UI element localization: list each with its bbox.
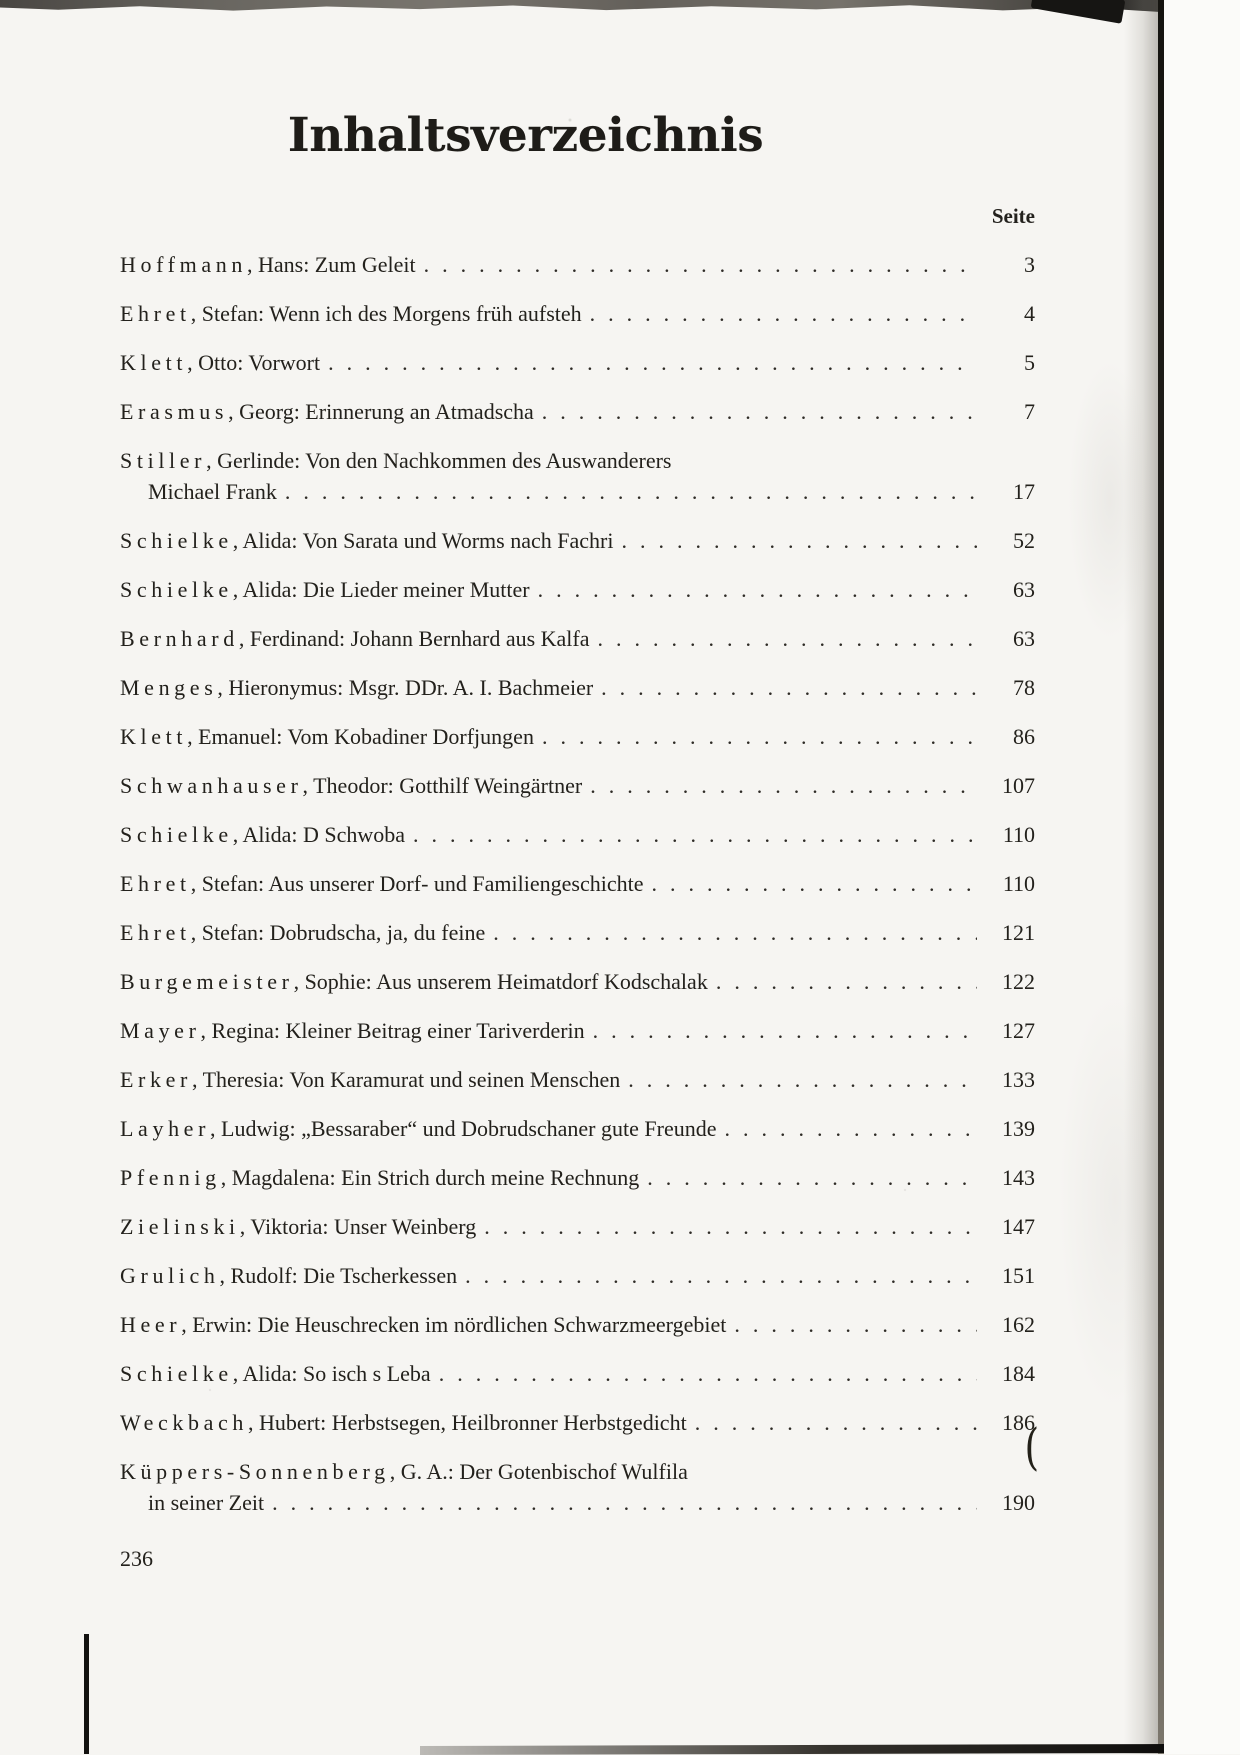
- dot-leader: [726, 1313, 977, 1336]
- toc-entry-continuation: [120, 1491, 1035, 1514]
- toc-entry: [120, 872, 1035, 895]
- toc-entry-surname: Menges: [120, 675, 218, 700]
- toc-entry-surname: Erker: [120, 1067, 192, 1092]
- toc-entry-text: [120, 676, 593, 699]
- toc-entry-surname: Ehret: [120, 301, 191, 326]
- footer-page-number: 236: [120, 1546, 153, 1571]
- toc-entry-title: , Erwin: Die Heuschrecken im nördlichen Schwarzmeergebiet: [181, 1312, 727, 1337]
- dot-leader: [457, 1264, 977, 1287]
- toc-entry-text: [120, 449, 672, 472]
- toc-entry-surname: Ehret: [120, 920, 191, 945]
- toc-entry: [120, 1313, 1035, 1336]
- toc-entry-title: , G. A.: Der Gotenbischof Wulfila: [389, 1459, 688, 1484]
- toc-entry-surname: Pfennig: [120, 1165, 221, 1190]
- dot-leader: [590, 627, 977, 650]
- toc-entry: [120, 1068, 1035, 1091]
- toc-entry-surname: Erasmus: [120, 399, 229, 424]
- dot-leader: [485, 921, 977, 944]
- toc-entry-page: 133: [1002, 1067, 1035, 1092]
- toc-entry-title: , Stefan: Wenn ich des Morgens früh aufsteh: [190, 301, 582, 326]
- toc-entry-title: , Sophie: Aus unserem Heimatdorf Kodschalak: [293, 969, 708, 994]
- toc-entry-page: 63: [1013, 577, 1035, 602]
- toc-entry-title: , Ferdinand: Johann Bernhard aus Kalfa: [238, 626, 590, 651]
- toc-entry-text: [120, 774, 582, 797]
- toc-entry-title: , Theodor: Gotthilf Weingärtner: [302, 773, 583, 798]
- toc-entry: [120, 400, 1035, 423]
- toc-entry-page: 78: [1013, 675, 1035, 700]
- toc-entry-surname: Schwanhauser: [120, 773, 303, 798]
- toc-entry: [120, 253, 1035, 276]
- scan-artifact-bottom-edge: [420, 1744, 1164, 1755]
- toc-entry-text: [120, 823, 405, 846]
- toc-entry-title: , Viktoria: Unser Weinberg: [239, 1214, 477, 1239]
- toc-entry-title: , Emanuel: Vom Kobadiner Dorfjungen: [187, 724, 534, 749]
- toc-entry-page: 139: [1002, 1116, 1035, 1141]
- toc-entry-surname: Ehret: [120, 871, 191, 896]
- dot-leader: [643, 872, 977, 895]
- toc-entry-text: [120, 1215, 476, 1238]
- toc-entry-page: 127: [1002, 1018, 1035, 1043]
- scan-artifact-top-right-mark: [1031, 0, 1126, 24]
- toc-entry-title: , Gerlinde: Von den Nachkommen des Auswanderers: [206, 448, 672, 473]
- toc-entry: [120, 1117, 1035, 1140]
- toc-entry-surname: Grulich: [120, 1263, 220, 1288]
- toc-entry-title: , Hans: Zum Geleit: [246, 252, 416, 277]
- toc-entry: [120, 774, 1035, 797]
- toc-entry: [120, 529, 1035, 552]
- toc-entry-surname: Mayer: [120, 1018, 201, 1043]
- toc-entry-page: 184: [1002, 1361, 1035, 1386]
- toc-entry-text: [120, 1264, 457, 1287]
- toc-entry-text: [120, 725, 534, 748]
- dot-leader: [264, 1491, 977, 1514]
- toc-entry-continuation-text: Michael Frank: [148, 479, 277, 504]
- toc-entry-continuation: [120, 480, 1035, 503]
- toc-entry-title: , Regina: Kleiner Beitrag einer Tariverderin: [200, 1018, 585, 1043]
- dot-leader: [277, 480, 977, 503]
- dot-leader: [716, 1117, 977, 1140]
- toc-entry-title: , Alida: Die Lieder meiner Mutter: [232, 577, 530, 602]
- toc-entry-text: [120, 529, 613, 552]
- toc-entry: [120, 627, 1035, 650]
- toc-list: [120, 253, 1035, 1540]
- toc-entry-title: , Stefan: Dobrudscha, ja, du feine: [190, 920, 486, 945]
- toc-entry-page: 190: [1002, 1490, 1035, 1515]
- toc-entry-surname: Layher: [120, 1116, 211, 1141]
- toc-entry: [120, 1166, 1035, 1189]
- toc-entry-surname: Bernhard: [120, 626, 239, 651]
- scan-artifact-right-margin: [1164, 0, 1240, 1754]
- toc-entry-surname: Weckbach: [120, 1410, 249, 1435]
- toc-entry-title: , Hubert: Herbstsegen, Heilbronner Herbstgedicht: [248, 1410, 687, 1435]
- toc-entry-text: [120, 302, 582, 325]
- toc-entry-page: 4: [1024, 301, 1035, 326]
- toc-entry-surname: Küppers-Sonnenberg: [120, 1459, 390, 1484]
- dot-leader: [476, 1215, 977, 1238]
- toc-entry-page: 162: [1002, 1312, 1035, 1337]
- toc-entry-text: [120, 1019, 585, 1042]
- toc-entry-text: [120, 351, 320, 374]
- toc-entry-page: 121: [1002, 920, 1035, 945]
- dot-leader: [431, 1362, 977, 1385]
- toc-entry-text: [120, 1362, 431, 1385]
- dot-leader: [708, 970, 977, 993]
- toc-entry: [120, 676, 1035, 699]
- dot-leader: [320, 351, 977, 374]
- dot-leader: [405, 823, 977, 846]
- toc-entry-surname: Heer: [120, 1312, 182, 1337]
- page-title: Inhaltsverzeichnis: [287, 108, 764, 163]
- toc-entry: [120, 302, 1035, 325]
- toc-entry-title: , Alida: D Schwoba: [232, 822, 406, 847]
- dot-leader: [620, 1068, 977, 1091]
- toc-entry-title: , Ludwig: „Bessaraber“ und Dobrudschaner gute Freunde: [210, 1116, 717, 1141]
- toc-entry-text: [120, 970, 708, 993]
- toc-entry-title: , Alida: So isch s Leba: [232, 1361, 431, 1386]
- toc-entry: [120, 921, 1035, 944]
- toc-entry: [120, 449, 1035, 472]
- toc-entry-text: [120, 1166, 639, 1189]
- toc-entry-title: , Stefan: Aus unserer Dorf- und Familiengeschichte: [190, 871, 644, 896]
- page-column-header: Seite: [991, 204, 1035, 228]
- toc-entry-surname: Stiller: [120, 448, 207, 473]
- toc-entry-page: 107: [1002, 773, 1035, 798]
- toc-entry-page: 143: [1002, 1165, 1035, 1190]
- toc-entry-surname: Schielke: [120, 822, 233, 847]
- toc-entry-title: , Theresia: Von Karamurat und seinen Menschen: [191, 1067, 621, 1092]
- toc-entry-surname: Schielke: [120, 528, 233, 553]
- toc-entry-surname: Schielke: [120, 1361, 233, 1386]
- toc-entry: [120, 1411, 1035, 1434]
- scan-artifact-paren-mark: (: [1024, 1418, 1040, 1476]
- dot-leader: [582, 774, 977, 797]
- toc-entry-text: [120, 872, 643, 895]
- dot-leader: [416, 253, 977, 276]
- dot-leader: [585, 1019, 977, 1042]
- toc-entry-page: 63: [1013, 626, 1035, 651]
- toc-entry-surname: Zielinski: [120, 1214, 240, 1239]
- toc-entry: [120, 1264, 1035, 1287]
- dot-leader: [687, 1411, 977, 1434]
- toc-entry-surname: Hoffmann: [120, 252, 247, 277]
- toc-entry-page: 186: [1002, 1410, 1035, 1435]
- toc-entry: [120, 578, 1035, 601]
- toc-entry-text: [120, 1460, 688, 1483]
- toc-entry-text: [120, 1313, 726, 1336]
- toc-entry-title: , Rudolf: Die Tscherkessen: [219, 1263, 458, 1288]
- toc-entry-page: 110: [1002, 822, 1035, 847]
- toc-entry-title: , Hieronymus: Msgr. DDr. A. I. Bachmeier: [217, 675, 594, 700]
- toc-entry-title: , Magdalena: Ein Strich durch meine Rechnung: [220, 1165, 640, 1190]
- toc-entry-text: [120, 921, 485, 944]
- toc-entry-text: [120, 253, 416, 276]
- toc-entry-surname: Klett: [120, 724, 188, 749]
- toc-entry-page: 5: [1024, 350, 1035, 375]
- toc-entry-page: 110: [1002, 871, 1035, 896]
- toc-entry-continuation-text: in seiner Zeit: [148, 1490, 265, 1515]
- scan-artifact-right-page-shadow: [1124, 0, 1158, 1754]
- dot-leader: [613, 529, 977, 552]
- toc-entry-page: 7: [1024, 399, 1035, 424]
- scan-artifact-bottom-left-line: [84, 1634, 89, 1754]
- toc-entry-title: , Otto: Vorwort: [187, 350, 321, 375]
- toc-entry: [120, 725, 1035, 748]
- toc-entry-text: [120, 400, 534, 423]
- toc-entry-surname: Schielke: [120, 577, 233, 602]
- toc-entry-page: 147: [1002, 1214, 1035, 1239]
- dot-leader: [593, 676, 977, 699]
- toc-entry-page: 3: [1024, 252, 1035, 277]
- toc-entry-page: 52: [1013, 528, 1035, 553]
- toc-entry-text: [120, 1411, 687, 1434]
- toc-entry: [120, 1019, 1035, 1042]
- toc-entry: [120, 351, 1035, 374]
- dot-leader: [582, 302, 977, 325]
- toc-entry-title: , Georg: Erinnerung an Atmadscha: [228, 399, 534, 424]
- dot-leader: [530, 578, 977, 601]
- dot-leader: [639, 1166, 977, 1189]
- toc-entry-page: 86: [1013, 724, 1035, 749]
- toc-entry: [120, 823, 1035, 846]
- toc-entry-text: [120, 627, 590, 650]
- toc-entry-text: [120, 1068, 620, 1091]
- toc-entry: [120, 970, 1035, 993]
- dot-leader: [534, 400, 977, 423]
- toc-entry-surname: Klett: [120, 350, 188, 375]
- toc-entry: [120, 1460, 1035, 1483]
- scan-artifact-top-edge: [0, 0, 1166, 13]
- toc-entry-page: 17: [1013, 479, 1035, 504]
- toc-entry-page: 151: [1002, 1263, 1035, 1288]
- toc-entry: [120, 1362, 1035, 1385]
- toc-entry-surname: Burgemeister: [120, 969, 294, 994]
- toc-entry-title: , Alida: Von Sarata und Worms nach Fachri: [232, 528, 614, 553]
- toc-entry-page: 122: [1002, 969, 1035, 994]
- toc-entry-text: [120, 1117, 716, 1140]
- toc-entry: [120, 1215, 1035, 1238]
- toc-entry-text: [120, 578, 530, 601]
- dot-leader: [534, 725, 977, 748]
